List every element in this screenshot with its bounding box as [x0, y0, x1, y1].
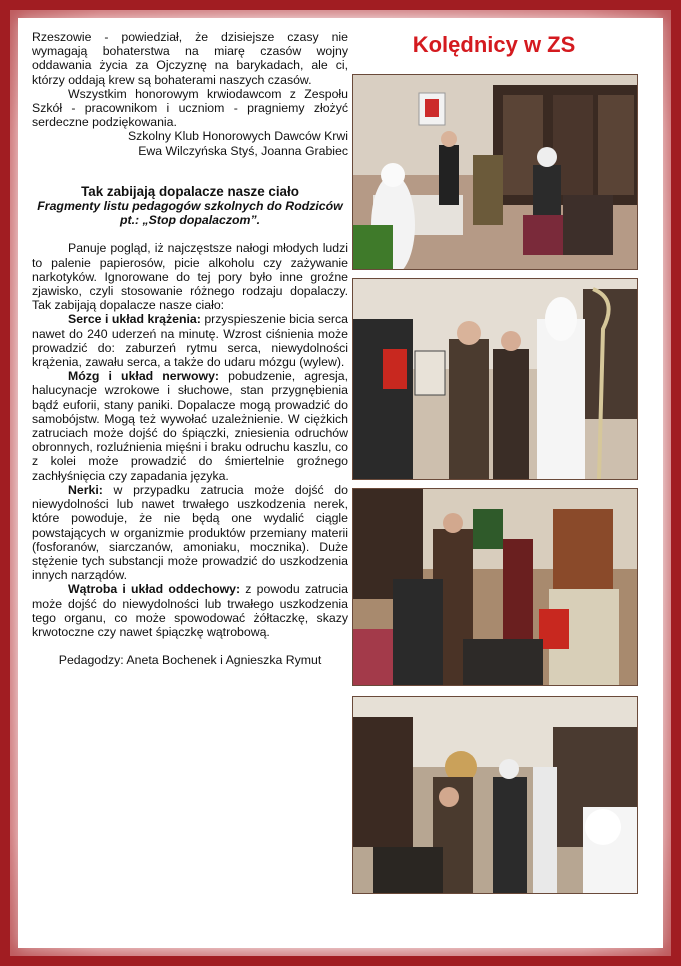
section-brain-text: pobudzenie, agresja, halucynacje wzrokowe i słuchowe, stan przygnębienia bądź euforii, stany paniki. Dopalacze mogą prowadzić do samobójstw. Mogą też wywołać uzależnienie. W ciężkich zatruciach może dojść do śpiączki, zniesienia odruchów obronnych, rozluźnienia mięśni i braku odruchu kaszlu, co z kolei może prowadzić do śmiertelnie groźnego zachłyśnięcia czy zapadania języka.	[32, 369, 348, 483]
article-title: Tak zabijają dopalacze nasze ciało	[81, 183, 299, 199]
section-brain-lead: Mózg i układ nerwowy:	[68, 369, 219, 384]
section-liver-lead: Wątroba i układ oddechowy:	[68, 582, 241, 597]
article-authors: Pedagodzy: Aneta Bochenek i Agnieszka Rymut	[58, 653, 322, 668]
signature-club: Szkolny Klub Honorowych Dawców Krwi	[127, 129, 348, 144]
section-liver-text: z powodu zatrucia może dojść do niewydolności lub trwałego uszkodzenia tego organu, co może spowodować żółtaczkę, skazy krwotoczne czy nawet śpiączkę wątrobową.	[32, 582, 348, 639]
article-intro: Panuje pogląd, iż najczęstsze nałogi młodych ludzi to palenie papierosów, picie alkoholu czy zażywanie narkotyków. Ignorowane do tej pory było inne groźne zjawisko, czyli stosowanie różnego rodzaju dopalaczy. Tak zabijają dopalacze nasze ciało:	[32, 241, 348, 313]
photo-section-title: Kolędnicy w ZS	[412, 32, 576, 57]
right-column	[350, 32, 638, 66]
left-column	[32, 30, 348, 667]
article-subtitle: Fragmenty listu pedagogów szkolnych do Rodziców pt.: „Stop dopalaczom”.	[37, 199, 343, 228]
photo-carolers-room	[352, 696, 638, 894]
section-kidneys-text: w przypadku zatrucia może dojść do niewydolności lub nawet trwałego uszkodzenia nerek, które powoduje, że nie będą one wydalić ciągle powstających w organizmie produktów przemiany materii (fosforanów, siarczanów, amoniaku, mocznika). Duże stężenie tych substancji może prowadzić do uszkodzenia innych narządów.	[32, 482, 348, 583]
section-heart-lead: Serce i układ krążenia:	[68, 312, 201, 327]
thanks-paragraph: Wszystkim honorowym krwiodawcom z Zespołu Szkół - pracownikom i uczniom - pragniemy złożyć serdeczne podziękowania.	[32, 86, 348, 130]
signature-names: Ewa Wilczyńska Styś, Joanna Grabiec	[138, 143, 348, 158]
photo-carolers-office	[352, 74, 638, 270]
section-liver	[32, 582, 348, 639]
section-heart-text: przyspieszenie bicia serca nawet do 240 uderzeń na minutę. Wzrost ciśnienia może prowadzić do: zaburzeń rytmu serca, niewydolności krążenia, zawału serca, a także do udaru mózgu (wylew).	[32, 312, 348, 370]
section-kidneys-lead: Nerki:	[68, 482, 103, 497]
photo-carolers-accordion	[352, 278, 638, 480]
photo-carolers-hall	[352, 488, 638, 686]
section-brain	[32, 369, 348, 483]
section-kidneys	[32, 483, 348, 582]
intro-paragraph: Rzeszowie - powiedział, że dzisiejsze czasy nie wymagają bohaterstwa na miarę czasów wojny oddawania życia za Ojczyznę na barykadach, ale ci, którzy oddają krew są bohaterami naszych czasów.	[32, 30, 348, 87]
section-heart	[32, 312, 348, 369]
newsletter-page	[18, 18, 663, 948]
